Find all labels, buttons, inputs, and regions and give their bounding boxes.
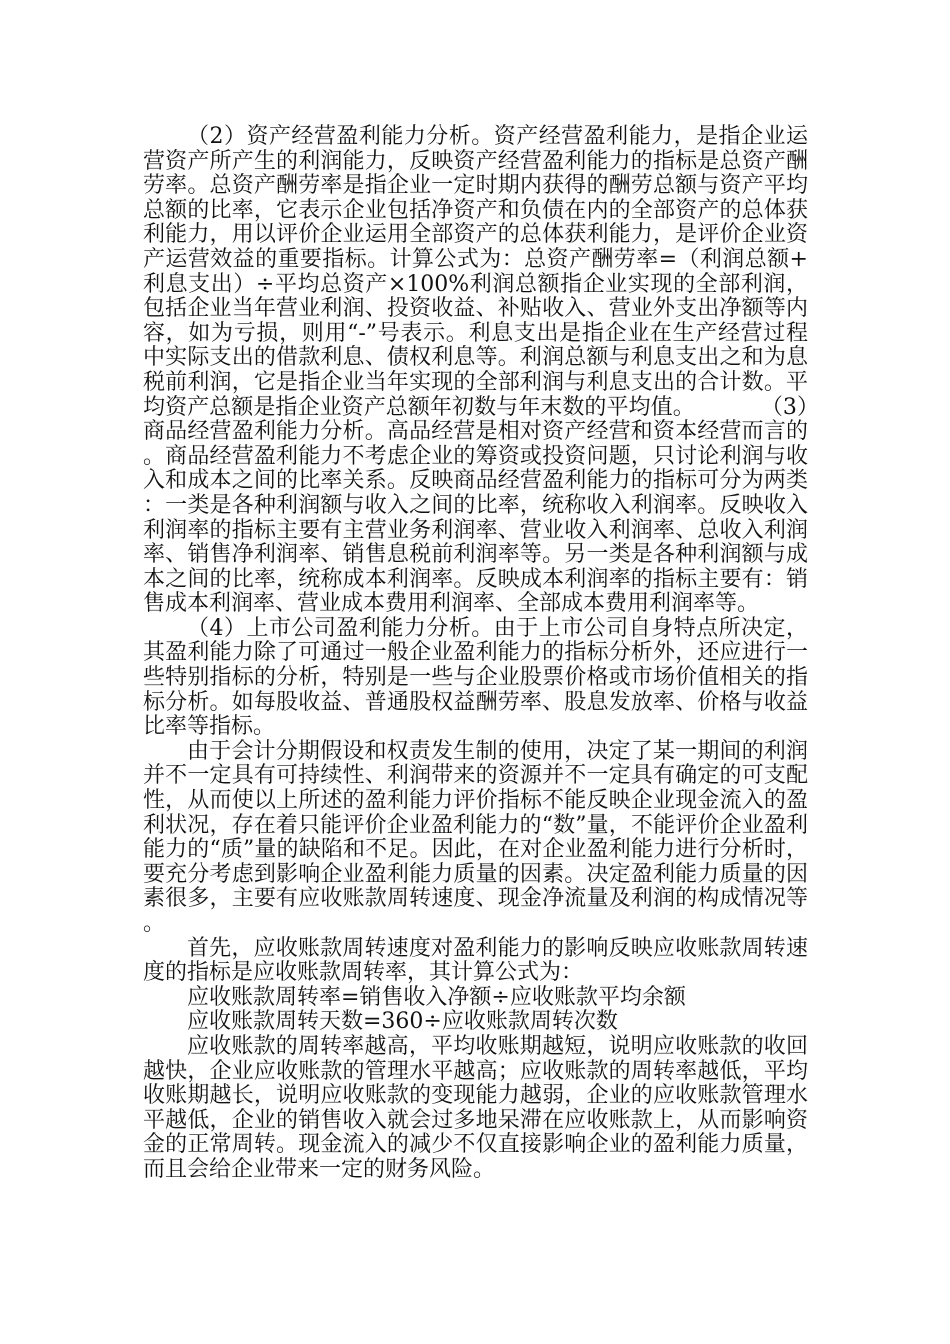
paragraph-text: （2）资产经营盈利能力分析。资产经营盈利能力，是指企业运营资产所产生的利润能力，反映资产经营盈利能力的指标是总资产酬劳率。总资产酬劳率是指企业一定时期内获得的酬劳总额与资产平均总额的比率，它表示企业包括净资产和负债在内的全部资产的总体获利能力，用以评价企业运用全部资产的总体获利能力，是评价企业资产运营效益的重要指标。计算公式为：总资产酬劳率=（利润总额+利息支出）÷平均总资产×100%利润总额指企业实现的全部利润，包括企业当年营业利润、投资收益、补贴收入、营业外支出净额等内容，如为亏损，则用“-”号表示。利息支出是指企业在生产经营过程中实际支出的借款利息、债权利息等。利润总额与利息支出之和为息税前利润，它是指企业当年实现的全部利润与利息支出的合计数。平均资产总额是指企业资产总额年初数与年末数的平均值。 [143,124,808,420]
formula-receivables-turnover-days: 应收账款周转天数=360÷应收账款周转次数 [187,1009,618,1035]
document-body [143,125,808,1183]
paragraph-commodity-profitability: （3）商品经营盈利能力分析。高品经营是相对资产经营和资本经营而言的。商品经营盈利能力不考虑企业的筹资或投资问题，只讨论利润与收入和成本之间的比率关系。反映商品经营盈利能力的指标可分为两类：一类是各种利润额与收入之间的比率，统称收入利润率。反映收入利润率的指标主要有主营业务利润率、营业收入利润率、总收入利润率、销售净利润率、销售息税前利润率等。另一类是各种利润额与成本之间的比率，统称成本利润率。反映成本利润率的指标主要有：销售成本利润率、营业成本费用利润率、全部成本费用利润率等。 [143,394,808,617]
paragraph-receivables-analysis: 应收账款的周转率越高，平均收账期越短，说明应收账款的收回越快，企业应收账款的管理水平越高；应收账款的周转率越低，平均收账期越长，说明应收账款的变现能力越弱，企业的应收账款管理水平越低，企业的销售收入就会过多地呆滞在应收账款上，从而影响资金的正常周转。现金流入的减少不仅直接影响企业的盈利能力质量，而且会给企业带来一定的财务风险。 [143,1033,808,1182]
paragraph-listed-company-profitability: （4）上市公司盈利能力分析。由于上市公司自身特点所决定，其盈利能力除了可通过一般企业盈利能力的指标分析外，还应进行一些特别指标的分析，特别是一些与企业股票价格或市场价值相关的指标分析。如每股收益、普通股权益酬劳率、股息发放率、价格与收益比率等指标。 [143,615,808,740]
paragraph-profitability-quality: 由于会计分期假设和权责发生制的使用，决定了某一期间的利润并不一定具有可持续性、利润带来的资源并不一定具有确定的可支配性，从而使以上所述的盈利能力评价指标不能反映企业现金流入的盈利状况，存在着只能评价企业盈利能力的“数”量，不能评价企业盈利能力的“质”量的缺陷和不足。因此，在对企业盈利能力进行分析时，要充分考虑到影响企业盈利能力质量的因素。决定盈利能力质量的因素很多，主要有应收账款周转速度、现金净流量及利润的构成情况等。 [143,738,808,936]
formula-receivables-turnover-rate: 应收账款周转率=销售收入净额÷应收账款平均余额 [187,984,686,1010]
paragraph-receivables-intro: 首先，应收账款周转速度对盈利能力的影响反映应收账款周转速度的指标是应收账款周转率，其计算公式为： [143,935,808,986]
paragraph-asset-profitability [143,125,808,617]
